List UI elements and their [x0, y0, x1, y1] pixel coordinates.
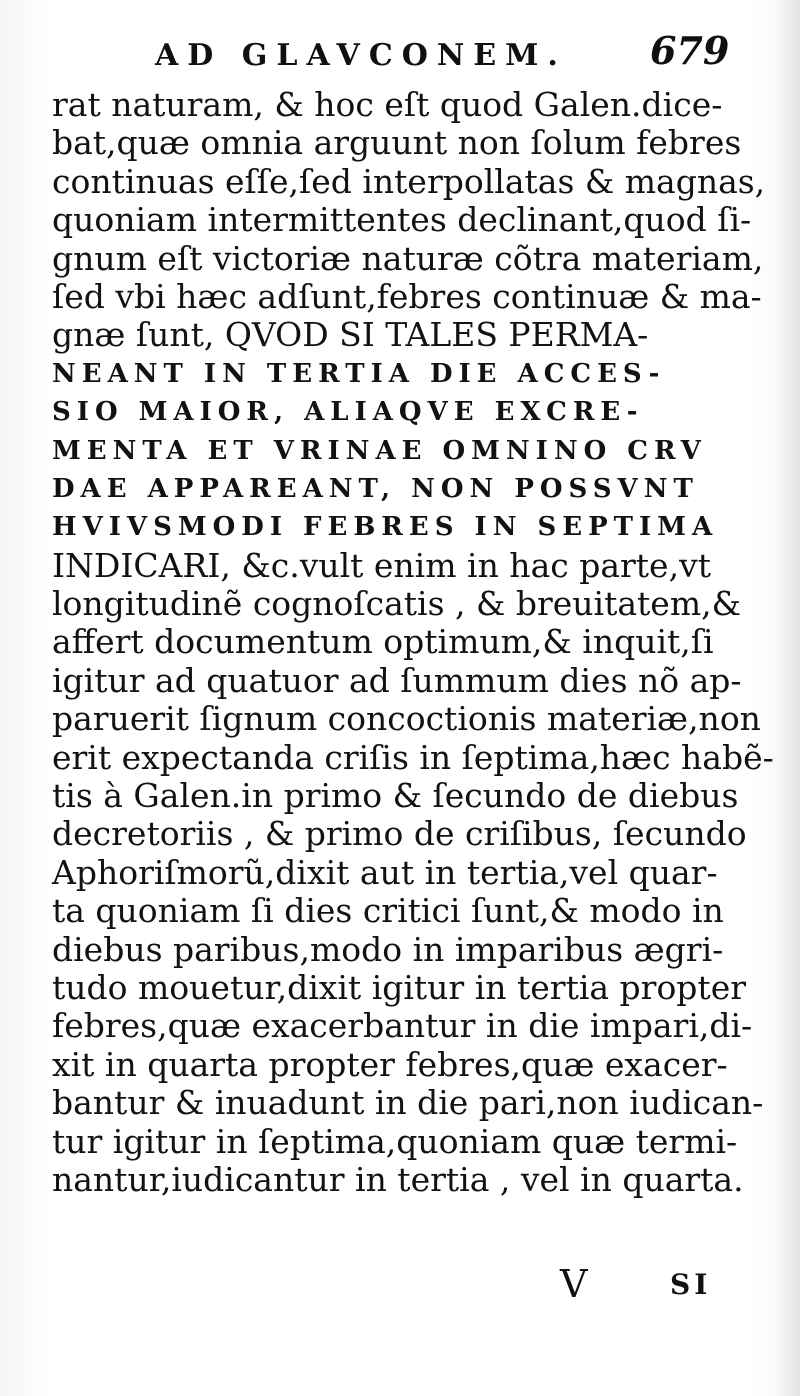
text-line: tis à Galen.in primo & ſecundo de diebus	[52, 776, 739, 816]
text-line: igitur ad quatuor ad ſummum dies nõ ap-	[52, 660, 742, 700]
text-line: tudo mouetur,dixit igitur in tertia propter	[52, 967, 746, 1007]
text-line: nantur,iudicantur in tertia , vel in quarta.	[52, 1159, 744, 1199]
catchword: SI	[670, 1268, 712, 1301]
page-number: 679	[650, 28, 730, 73]
text-line-capitals: SIO MAIOR, ALIAQVE EXCRE-	[52, 397, 644, 428]
text-line: INDICARI, &c.vult enim in hac parte,vt	[52, 545, 711, 585]
text-line-capitals: HVIVSMODI FEBRES IN SEPTIMA	[52, 512, 719, 543]
text-line: affert documentum optimum,& inquit,ſi	[52, 622, 714, 662]
text-line: diebus paribus,modo in imparibus ægri-	[52, 929, 724, 969]
page-header	[0, 24, 800, 80]
text-line-capitals: DAE APPAREANT, NON POSSVNT	[52, 473, 699, 504]
text-line: longitudinẽ cognoſcatis , & breuitatem,&	[52, 584, 741, 624]
text-line: bantur & inuadunt in die pari,non iudican-	[52, 1083, 764, 1123]
text-line: ta quoniam ſi dies critici ſunt,& modo in	[52, 891, 724, 931]
text-line: continuas eſſe,ſed interpollatas & magnas,	[52, 161, 766, 201]
body-text	[52, 85, 774, 1199]
text-line: ſed vbi hæc adſunt,febres continuæ & ma-	[52, 276, 762, 316]
signature-mark: V	[560, 1262, 588, 1306]
text-line: quoniam intermittentes declinant,quod ſi-	[52, 200, 752, 240]
text-line: tur igitur in ſeptima,quoniam quæ termi-	[52, 1121, 738, 1161]
text-line-capitals: NEANT IN TERTIA DIE ACCES-	[52, 358, 666, 389]
text-line: paruerit ſignum concoctionis materiæ,non	[52, 699, 761, 739]
page-footer	[0, 1262, 800, 1312]
text-line-capitals: MENTA ET VRINAE OMNINO CRV	[52, 435, 707, 466]
text-line: decretoriis , & primo de criſibus, ſecundo	[52, 814, 747, 854]
text-line: xit in quarta propter febres,quæ exacer-	[52, 1044, 728, 1084]
text-line: gnum eſt victoriæ naturæ cõtra materiam,	[52, 238, 764, 278]
running-title: AD GLAVCONEM.	[155, 38, 567, 73]
text-line: gnæ ſunt, QVOD SI TALES PERMA-	[52, 315, 649, 355]
page-edge-shadow	[778, 0, 800, 1396]
text-line: febres,quæ exacerbantur in die impari,di-	[52, 1006, 753, 1046]
text-line: erit expectanda criſis in ſeptima,hæc habẽ-	[52, 737, 774, 777]
text-line: rat naturam, & hoc eſt quod Galen.dice-	[52, 85, 723, 124]
text-line: Aphoriſmorũ,dixit aut in tertia,vel quar-	[52, 852, 718, 892]
text-line: bat,quæ omnia arguunt non ſolum febres	[52, 123, 742, 163]
